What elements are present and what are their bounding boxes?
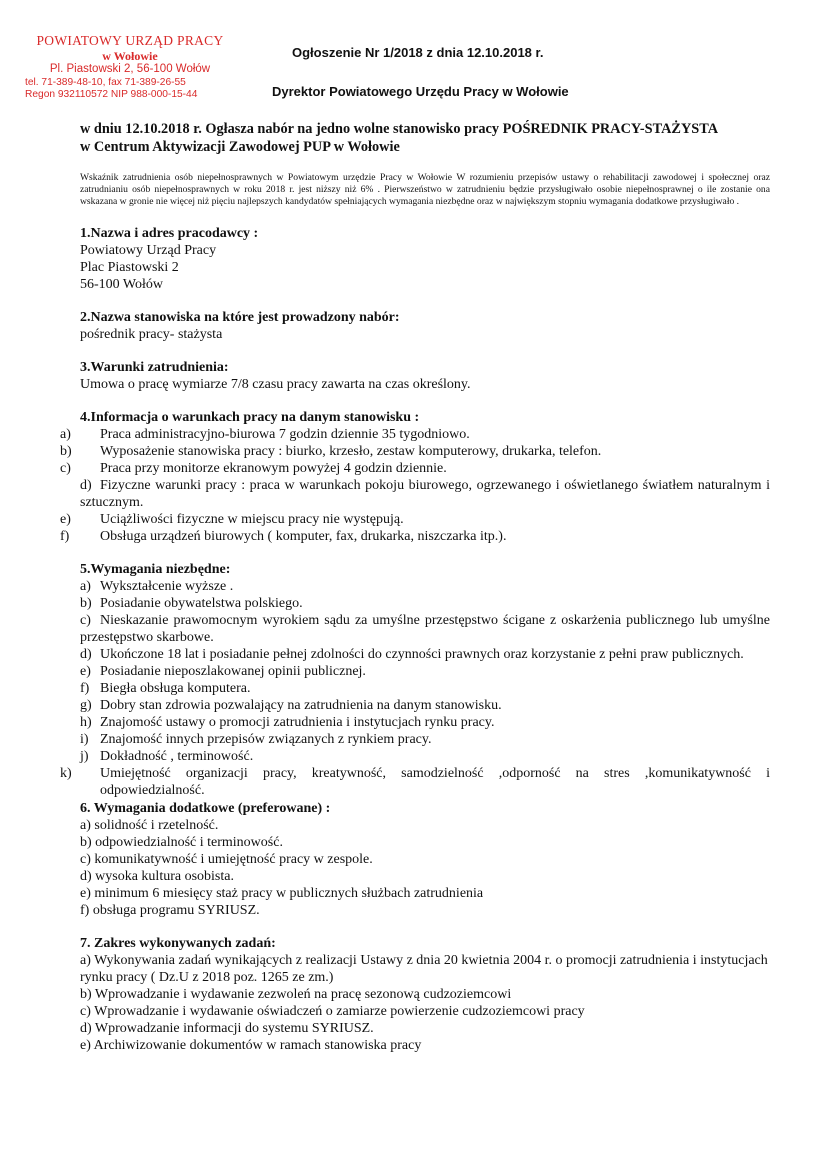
list-item: a) Praca administracyjno-biurowa 7 godzin dziennie 35 tygodniowo. <box>60 426 470 442</box>
section-employment-terms <box>80 359 770 393</box>
stamp-regon-nip: Regon 932110572 NIP 988-000-15-44 <box>25 88 198 100</box>
list-item: f) obsługa programu SYRIUSZ. <box>80 902 260 918</box>
list-item: b) Posiadanie obywatelstwa polskiego. <box>80 595 303 611</box>
list-item: c) Wprowadzanie i wydawanie oświadczeń o zamiarze powierzenie cudzoziemcowi pracy <box>80 1003 585 1019</box>
section-employer <box>80 225 770 293</box>
section-heading: 6. Wymagania dodatkowe (preferowane) : <box>80 800 331 816</box>
stamp-office-town: w Wołowie <box>102 48 158 63</box>
announcement-title: Ogłoszenie Nr 1/2018 z dnia 12.10.2018 r. <box>292 45 544 60</box>
list-item: b) odpowiedzialność i terminowość. <box>80 834 283 850</box>
section-preferred-qualifications <box>80 800 770 919</box>
list-item: c) Praca przy monitorze ekranowym powyżej 4 godzin dziennie. <box>60 460 447 476</box>
employment-terms-text: Umowa o pracę wymiarze 7/8 czasu pracy zawarta na czas określony. <box>80 376 471 392</box>
list-item: e) Archiwizowanie dokumentów w ramach stanowiska pracy <box>80 1037 422 1053</box>
section-heading: 3.Warunki zatrudnienia: <box>80 359 229 375</box>
list-item: e) Uciążliwości fizyczne w miejscu pracy nie występują. <box>60 511 404 527</box>
recruitment-intro <box>80 120 770 156</box>
list-item: d) Fizyczne warunki pracy : praca w warunkach pokoju biurowego, ogrzewanego i oświetlanego światłem naturalnym i sztucznym. <box>80 477 770 510</box>
list-item: a) Wykształcenie wyższe . <box>80 578 234 594</box>
list-item: e) minimum 6 miesięcy staż pracy w publicznych służbach zatrudnienia <box>80 885 484 901</box>
list-item: d) wysoka kultura osobista. <box>80 868 234 884</box>
stamp-address: Pl. Piastowski 2, 56-100 Wołów <box>49 63 211 76</box>
list-item: e) Posiadanie nieposzlakowanej opinii publicznej. <box>80 663 366 679</box>
list-item: k) Umiejętność organizacji pracy, kreatywność, samodzielność ,odporność na stres ,komunikatywność i odpowiedzialność. <box>60 765 770 798</box>
section-heading: 7. Zakres wykonywanych zadań: <box>80 935 276 951</box>
list-item: a) solidność i rzetelność. <box>80 817 219 833</box>
disability-employment-note: Wskaźnik zatrudnienia osób niepełnosprawnych w Powiatowym urzędzie Pracy w Wołowie W rozumieniu przepisów ustawy o rehabilitacji zawodowej i społecznej oraz zatrudnianiu osób niepełnosprawnych w roku 2018 r. jest niższy niż 6% . Pierwszeństwo w zatrudnieniu będzie przysługiwało osobie niepełnosprawnej o ile zostanie ona wskazana w gronie nie więcej niż pięciu najlepszych kandydatów spełniających wymagania niezbędne oraz w największym stopniu wymagania dodatkowe przysługiwało . <box>80 172 770 208</box>
employer-street: Plac Piastowski 2 <box>80 259 179 275</box>
intro-line-1: w dniu 12.10.2018 r. Ogłasza nabór na jedno wolne stanowisko pracy POŚREDNIK PRACY-STAŻYSTA <box>80 121 719 137</box>
list-item: d) Ukończone 18 lat i posiadanie pełnej zdolności do czynności prawnych oraz korzystanie z pełni praw publicznych. <box>80 646 744 662</box>
intro-line-2: w Centrum Aktywizacji Zawodowej PUP w Wołowie <box>80 139 400 155</box>
office-stamp <box>25 33 235 101</box>
list-item: i) Znajomość innych przepisów związanych z rynkiem pracy. <box>80 731 432 747</box>
list-item: h) Znajomość ustawy o promocji zatrudnienia i instytucjach rynku pracy. <box>80 714 495 730</box>
section-heading: 1.Nazwa i adres pracodawcy : <box>80 225 259 241</box>
document-body <box>60 120 770 1054</box>
section-working-conditions <box>60 409 770 545</box>
list-item: f) Biegła obsługa komputera. <box>80 680 251 696</box>
section-heading: 4.Informacja o warunkach pracy na danym stanowisku : <box>80 409 420 425</box>
employer-name: Powiatowy Urząd Pracy <box>80 242 217 258</box>
stamp-phone-fax: tel. 71-389-48-10, fax 71-389-26-55 <box>25 76 186 88</box>
list-item: f) Obsługa urządzeń biurowych ( komputer, fax, drukarka, niszczarka itp.). <box>60 528 507 544</box>
stamp-office-name: POWIATOWY URZĄD PRACY <box>36 33 224 48</box>
section-heading: 2.Nazwa stanowiska na które jest prowadzony nabór: <box>80 309 400 325</box>
list-item: a) Wykonywania zadań wynikających z realizacji Ustawy z dnia 20 kwietnia 2004 r. o promocji zatrudnienia i instytucjach rynku pracy ( Dz.U z 2018 poz. 1265 ze zm.) <box>80 952 768 985</box>
list-item: c) komunikatywność i umiejętność pracy w zespole. <box>80 851 373 867</box>
list-item: c) Nieskazanie prawomocnym wyrokiem sądu za umyślne przestępstwo ścigane z oskarżenia publicznego lub umyślne przestępstwo skarbowe. <box>80 612 770 645</box>
list-item: b) Wprowadzanie i wydawanie zezwoleń na pracę sezonową cudzoziemcowi <box>80 986 512 1002</box>
list-item: j) Dokładność , terminowość. <box>80 748 254 764</box>
section-position <box>80 309 770 343</box>
director-title: Dyrektor Powiatowego Urzędu Pracy w Wołowie <box>272 84 569 99</box>
section-duties <box>80 935 770 1054</box>
list-item: b) Wyposażenie stanowiska pracy : biurko, krzesło, zestaw komputerowy, drukarka, telefon. <box>60 443 602 459</box>
employer-city: 56-100 Wołów <box>80 276 164 292</box>
position-name: pośrednik pracy- stażysta <box>80 326 223 342</box>
section-heading: 5.Wymagania niezbędne: <box>80 561 231 577</box>
list-item: g) Dobry stan zdrowia pozwalający na zatrudnienia na danym stanowisku. <box>80 697 502 713</box>
section-required-qualifications <box>60 561 770 799</box>
list-item: d) Wprowadzanie informacji do systemu SYRIUSZ. <box>80 1020 374 1036</box>
